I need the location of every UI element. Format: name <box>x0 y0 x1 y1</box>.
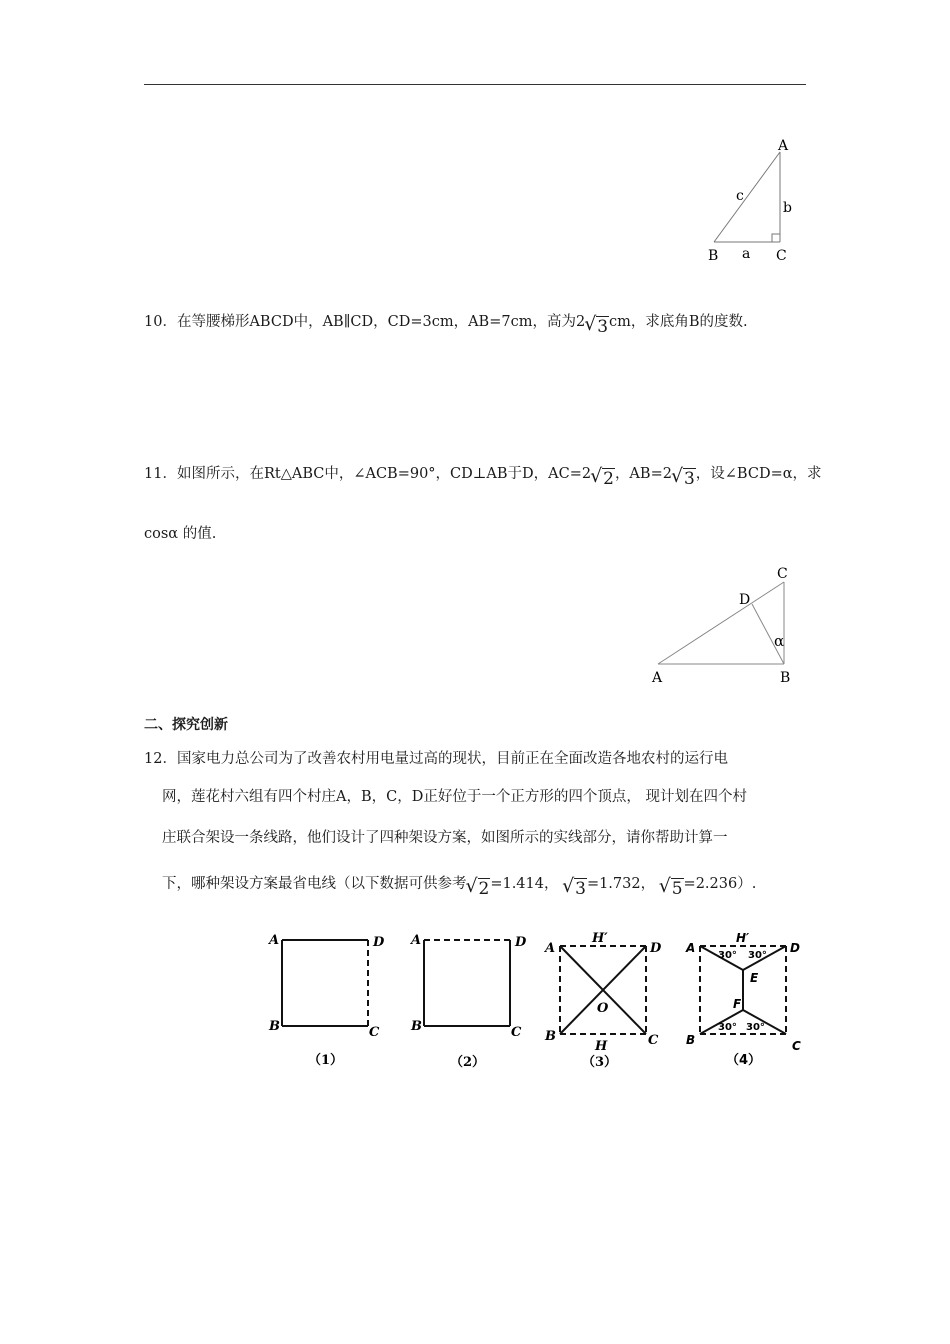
q9-label-B: B <box>708 248 719 264</box>
fig3-label-O: O <box>597 1001 609 1016</box>
fig4-label-A: A <box>686 941 696 955</box>
q11-label-B: B <box>780 670 791 686</box>
question-11 <box>144 464 822 489</box>
fig4-label-F: F <box>733 997 742 1011</box>
q10-sqrt-value: 3 <box>597 317 609 337</box>
q11-sqrt1 <box>591 469 615 489</box>
fig2-label-A: A <box>411 933 422 948</box>
fig3-label-C: C <box>648 1033 659 1048</box>
fig1-label-B: B <box>269 1019 280 1034</box>
q11-part1: 11．如图所示，在Rt△ABC中，∠ACB=90°，CD⊥AB于D，AC=2 <box>144 466 592 482</box>
q12-line4-text: 下，哪种架设方案最省电线（以下数据可供参考 <box>162 876 467 892</box>
fig3-label-D: D <box>650 941 662 956</box>
q11-part3: ，设∠BCD=α，求 <box>695 466 822 482</box>
q9-label-b: b <box>783 200 792 216</box>
fig3-caption: （3） <box>582 1055 618 1070</box>
q12-val3: =1.732， <box>586 876 656 892</box>
q12-line2: 网，莲花村六组有四个村庄A，B，C，D正好位于一个正方形的四个顶点， 现计划在四个村 <box>162 789 747 805</box>
fig3-label-A: A <box>545 941 556 956</box>
q10-text-after: cm，求底角B的度数. <box>609 314 748 330</box>
header-rule <box>144 84 806 85</box>
fig2-caption: （2） <box>450 1055 486 1070</box>
q11-sqrt2 <box>672 469 696 489</box>
fig4-caption: （4） <box>726 1053 762 1068</box>
q12-sqrt2 <box>467 879 491 899</box>
figure-3 <box>540 926 670 1076</box>
fig4-angle-top-right: 30° <box>748 950 767 961</box>
figure-2 <box>404 926 534 1076</box>
q12-sqrt3-value: 3 <box>575 879 586 899</box>
question-10 <box>144 312 748 337</box>
fig2-label-D: D <box>515 935 527 950</box>
q12-sqrt2-value: 2 <box>478 879 490 899</box>
fig4-angle-top-left: 30° <box>718 950 737 961</box>
fig3-label-H-bottom: H <box>595 1039 608 1054</box>
fig4-label-H-top: H′ <box>736 931 750 945</box>
q12-line1: 12．国家电力总公司为了改善农村用电量过高的现状，目前正在全面改造各地农村的运行电 <box>144 751 728 767</box>
q11-part2: ，AB=2 <box>614 466 672 482</box>
fig1-label-A: A <box>269 933 280 948</box>
q9-label-c: c <box>736 188 744 204</box>
fig4-label-D: D <box>790 941 800 955</box>
q11-label-C: C <box>777 566 788 582</box>
fig4-label-E: E <box>750 971 759 985</box>
q11-triangle-figure <box>646 560 806 692</box>
fig4-label-C: C <box>792 1039 801 1053</box>
q10-text-before: 10．在等腰梯形ABCD中，AB∥CD，CD=3cm，AB=7cm，高为2 <box>144 314 586 330</box>
q9-right-triangle-figure <box>700 130 810 270</box>
fig2-label-B: B <box>411 1019 422 1034</box>
fig1-label-C: C <box>369 1025 380 1040</box>
section-2-title: 二、探究创新 <box>144 717 228 733</box>
q9-label-a: a <box>742 246 751 262</box>
figure-1 <box>262 926 392 1076</box>
fig4-angle-bottom-right: 30° <box>746 1022 765 1033</box>
q12-line3: 庄联合架设一条线路，他们设计了四种架设方案，如图所示的实线部分，请你帮助计算一 <box>162 830 728 846</box>
fig1-caption: （1） <box>308 1053 344 1068</box>
q11-label-alpha: α <box>774 632 785 650</box>
fig1-label-D: D <box>373 935 385 950</box>
q10-sqrt <box>585 317 609 337</box>
q9-label-C: C <box>776 248 787 264</box>
q11-sqrt1-value: 2 <box>603 469 614 489</box>
fig4-label-B: B <box>686 1033 696 1047</box>
q12-sqrt3 <box>563 879 587 899</box>
fig3-label-H-top: H′ <box>592 931 608 946</box>
fig2-label-C: C <box>511 1025 522 1040</box>
q11-label-D: D <box>739 592 751 608</box>
q9-label-A: A <box>778 138 789 154</box>
q12-val5: =2.236）. <box>683 876 757 892</box>
fig4-angle-bottom-left: 30° <box>718 1022 737 1033</box>
q12-line4 <box>162 874 756 899</box>
q11-line2: cosα 的值. <box>144 526 217 542</box>
q12-sqrt5-value: 5 <box>671 879 683 899</box>
q12-val2: =1.414， <box>490 876 559 892</box>
q11-sqrt2-value: 3 <box>683 469 695 489</box>
q11-label-A: A <box>652 670 663 686</box>
q12-sqrt5 <box>660 879 684 899</box>
figure-4 <box>680 926 810 1076</box>
fig3-label-B: B <box>545 1029 556 1044</box>
